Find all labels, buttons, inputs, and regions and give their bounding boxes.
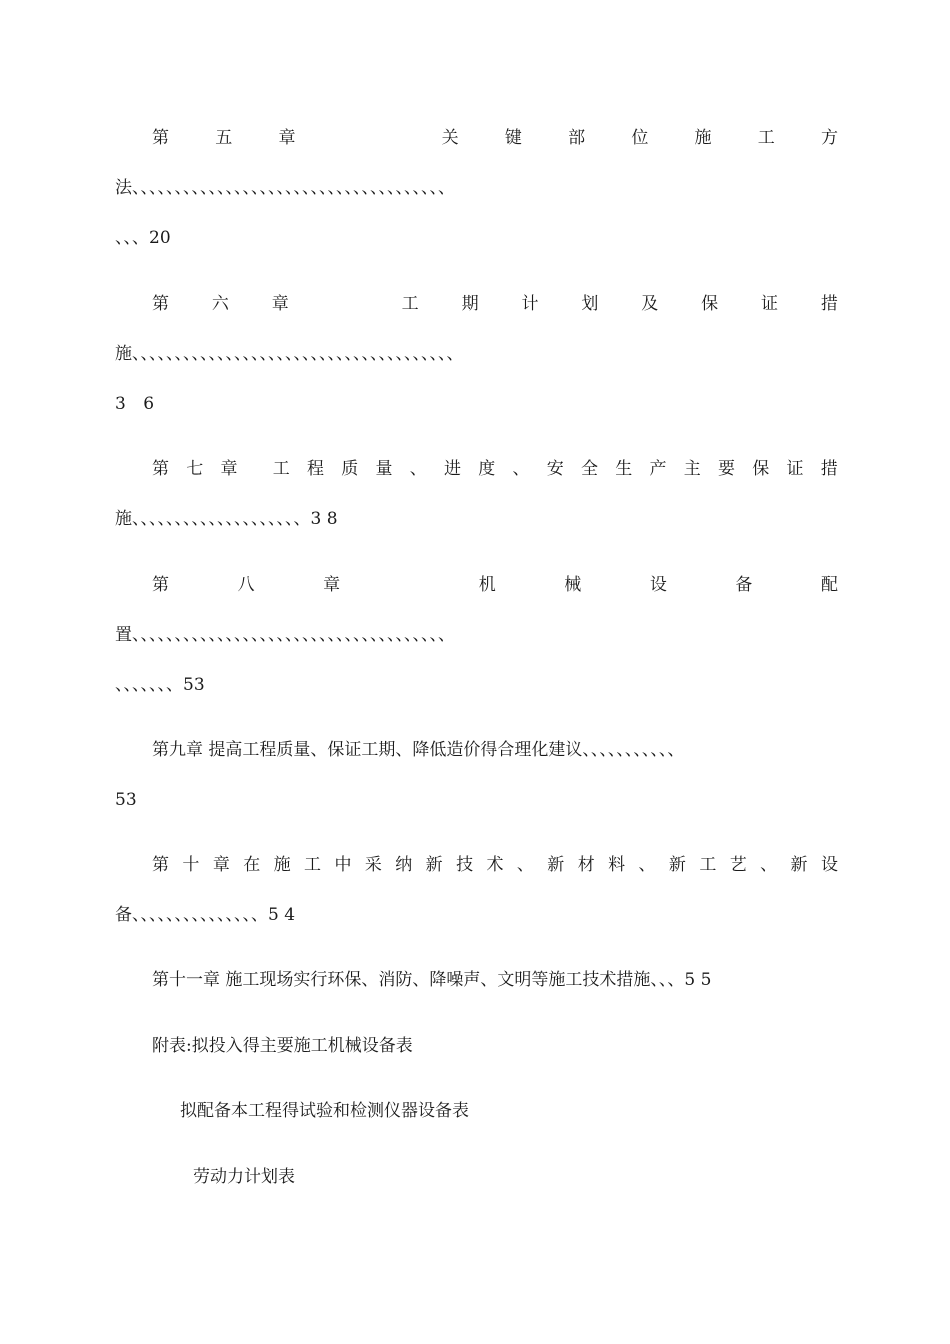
ch6-char: 证: [761, 294, 779, 314]
ch6-char: 六: [211, 294, 229, 314]
ch6-char: 计: [521, 294, 539, 314]
ch8-char: 械: [564, 575, 582, 595]
ch5-char: 章: [278, 128, 296, 148]
ch10-char: 料: [608, 855, 626, 875]
toc-entry-ch8-page: 、、、、、、、53: [115, 675, 205, 695]
ch6-char: 及: [641, 294, 659, 314]
ch10-char: 纳: [395, 855, 413, 875]
ch8-char: 配: [820, 575, 838, 595]
toc-entry-ch10-heading: [152, 853, 838, 877]
toc-entry-ch10-continuation: 备、、、、、、、、、、、、、、、5 4: [115, 905, 296, 925]
ch6-char: 工: [401, 294, 419, 314]
ch10-char: 中: [334, 855, 352, 875]
toc-entry-ch7-heading: [152, 457, 838, 481]
ch7-char: 保: [752, 459, 770, 479]
toc-entry-ch9-heading: 第九章 提高工程质量、保证工期、降低造价得合理化建议、、、、、、、、、、、: [152, 740, 685, 760]
ch5-char: 键: [504, 128, 522, 148]
ch7-char: 安: [546, 459, 564, 479]
ch7-char: 工: [272, 459, 290, 479]
ch7-char: 主: [683, 459, 701, 479]
ch10-char: 采: [364, 855, 382, 875]
toc-entry-ch6-page: 3 6: [115, 394, 161, 414]
ch7-char: 量: [375, 459, 393, 479]
ch6-char: 划: [581, 294, 599, 314]
ch10-char: 工: [699, 855, 717, 875]
ch10-char: 艺: [729, 855, 747, 875]
toc-entry-ch11: 第十一章 施工现场实行环保、消防、降噪声、文明等施工技术措施、、、5 5: [152, 970, 712, 990]
ch6-char: 期: [461, 294, 479, 314]
ch8-char: 备: [735, 575, 753, 595]
ch10-char: 材: [577, 855, 595, 875]
ch7-char: 生: [615, 459, 633, 479]
ch10-char: 十: [182, 855, 200, 875]
ch5-char: 施: [694, 128, 712, 148]
ch10-char: 新: [425, 855, 443, 875]
ch10-char: 设: [820, 855, 838, 875]
ch7-char: 全: [581, 459, 598, 479]
ch10-char: 技: [456, 855, 474, 875]
ch7-char: 产: [649, 459, 667, 479]
ch7-char: 度: [478, 459, 496, 479]
toc-entry-ch8-continuation: 置、、、、、、、、、、、、、、、、、、、、、、、、、、、、、、、、、、、、、: [115, 625, 455, 645]
toc-entry-ch9-page: 53: [115, 790, 137, 810]
toc-entry-ch6-continuation: 施、、、、、、、、、、、、、、、、、、、、、、、、、、、、、、、、、、、、、、: [115, 344, 464, 364]
ch10-char: 、: [638, 855, 656, 875]
ch6-char: 措: [820, 294, 838, 314]
ch7-char: 证: [786, 459, 804, 479]
ch7-char: 进: [444, 459, 461, 479]
ch5-char: 五: [215, 128, 233, 148]
ch6-char: 第: [152, 294, 169, 314]
ch6-char: 章: [271, 294, 289, 314]
toc-entry-ch7-continuation: 施、、、、、、、、、、、、、、、、、、、、3 8: [115, 509, 338, 529]
ch10-char: 新: [668, 855, 686, 875]
ch8-char: 八: [237, 575, 255, 595]
ch7-char: 、: [409, 459, 427, 479]
toc-entry-ch5-page: 、、、20: [115, 228, 171, 248]
ch5-char: 位: [631, 128, 649, 148]
toc-entry-ch5-continuation: 法、、、、、、、、、、、、、、、、、、、、、、、、、、、、、、、、、、、、、: [115, 178, 455, 198]
ch8-char: 章: [323, 575, 341, 595]
ch10-char: 施: [273, 855, 291, 875]
ch7-char: 措: [820, 459, 838, 479]
ch8-char: 第: [152, 575, 169, 595]
appendix-item-labor-plan: 劳动力计划表: [193, 1167, 295, 1187]
toc-entry-ch5-heading: [152, 126, 838, 150]
ch7-char: 第: [152, 459, 169, 479]
ch5-char: 方: [820, 128, 838, 148]
ch8-char: 设: [649, 575, 667, 595]
toc-entry-ch8-heading: [152, 573, 838, 597]
ch10-char: 、: [760, 855, 778, 875]
ch5-char: 第: [152, 128, 169, 148]
ch8-char: 机: [478, 575, 496, 595]
ch10-char: 术: [486, 855, 504, 875]
ch10-char: 新: [790, 855, 808, 875]
appendix-item-machinery: 附表:拟投入得主要施工机械设备表: [152, 1036, 413, 1056]
ch10-char: 在: [243, 855, 261, 875]
ch10-char: 工: [304, 855, 322, 875]
ch7-char: 程: [307, 459, 324, 479]
ch6-char: 保: [701, 294, 719, 314]
ch7-char: 章: [220, 459, 238, 479]
ch7-char: 七: [186, 459, 204, 479]
toc-entry-ch6-heading: [152, 292, 838, 316]
ch5-char: 部: [568, 128, 586, 148]
ch7-char: 质: [341, 459, 359, 479]
ch7-char: 要: [718, 459, 735, 479]
ch7-char: 、: [512, 459, 530, 479]
ch10-char: 新: [547, 855, 565, 875]
appendix-item-test-instruments: 拟配备本工程得试验和检测仪器设备表: [180, 1101, 469, 1121]
ch10-char: 第: [152, 855, 169, 875]
ch5-char: 关: [441, 128, 459, 148]
ch10-char: 、: [516, 855, 534, 875]
ch10-char: 章: [212, 855, 230, 875]
ch5-char: 工: [757, 128, 775, 148]
